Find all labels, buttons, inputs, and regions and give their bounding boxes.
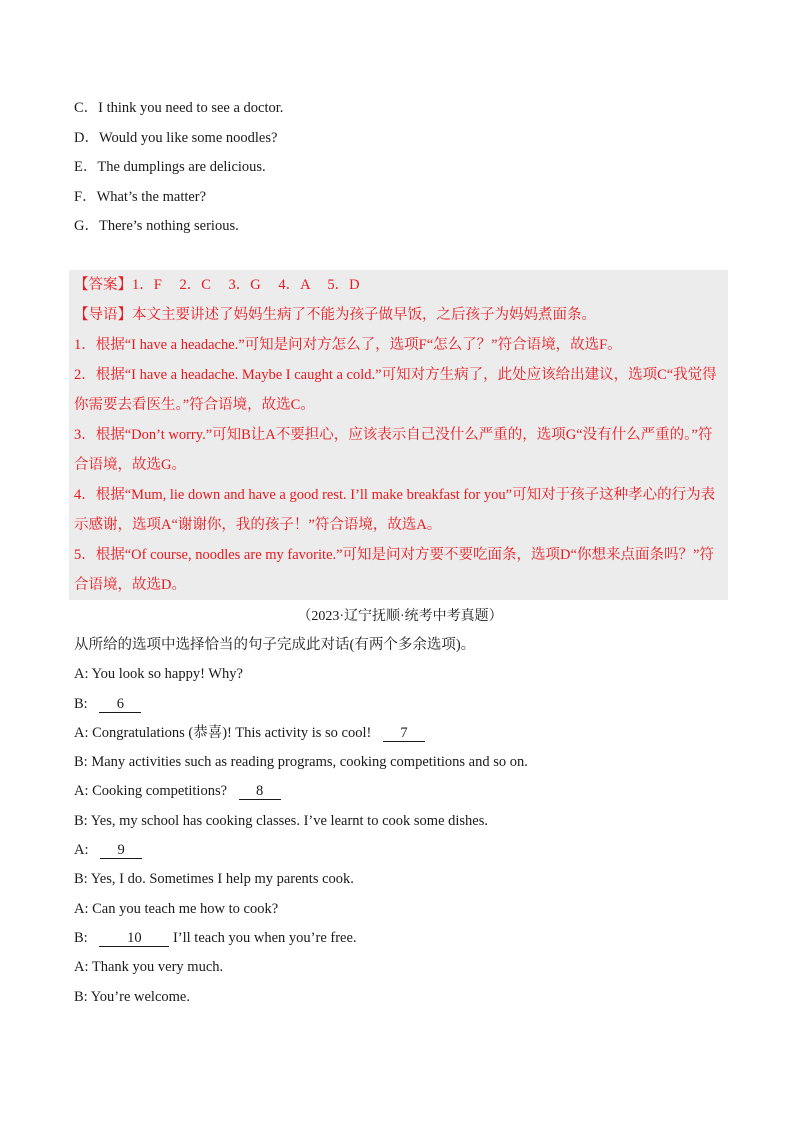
blank-8: 8 bbox=[239, 783, 281, 800]
question-source: （2023·辽宁抚顺·统考中考真题） bbox=[297, 609, 503, 624]
dialog-line-4: B: Many activities such as reading programs, cooking competitions and so on. bbox=[74, 754, 528, 771]
guide-text: 本文主要讲述了妈妈生病了不能为孩子做早饭，之后孩子为妈妈煮面条。 bbox=[132, 307, 596, 323]
dialog-line-8: B: Yes, I do. Sometimes I help my parents cook. bbox=[74, 871, 354, 888]
option-g: G．There’s nothing serious. bbox=[74, 218, 239, 234]
dialog-line-2: B: 6 bbox=[74, 692, 740, 721]
answer-item: 2．C bbox=[179, 277, 211, 293]
dialog-section bbox=[74, 633, 740, 1014]
blank-7: 7 bbox=[383, 725, 425, 742]
instruction: 从所给的选项中选择恰当的句子完成此对话(有两个多余选项)。 bbox=[74, 637, 476, 653]
guide-line bbox=[74, 300, 724, 330]
option-e: E．The dumplings are delicious. bbox=[74, 159, 266, 175]
option-c: C．I think you need to see a doctor. bbox=[74, 100, 284, 116]
blank-10: 10 bbox=[99, 930, 169, 947]
dialog-line-7: A: 9 bbox=[74, 838, 740, 867]
dialog-line-9: A: Can you teach me how to cook? bbox=[74, 900, 279, 917]
answer-line bbox=[74, 270, 724, 300]
answer-item: 4．A bbox=[278, 277, 310, 293]
explanation-5: 5．根据“Of course, noodles are my favorite.”可知是问对方要不要吃面条，选项D“你想来点面条吗？”符合语境，故选D。 bbox=[74, 547, 714, 593]
explanation-4: 4．根据“Mum, lie down and have a good rest. I’ll make breakfast for you”可知对于孩子这种孝心的行为表示感谢，选项A“谢谢你，我的孩子！”符合语境，故选A。 bbox=[74, 487, 716, 533]
blank-6: 6 bbox=[99, 696, 141, 713]
option-d: D．Would you like some noodles? bbox=[74, 129, 278, 146]
dialog-line-1: A: You look so happy! Why? bbox=[74, 666, 243, 683]
option-list bbox=[74, 96, 283, 244]
answer-explanation-box bbox=[69, 270, 728, 600]
dialog-line-10: B: 10 I’ll teach you when you’re free. bbox=[74, 929, 357, 946]
answer-item: 3．G bbox=[228, 277, 261, 293]
dialog-line-6: B: Yes, my school has cooking classes. I’ve learnt to cook some dishes. bbox=[74, 812, 489, 829]
option-f: F．What’s the matter? bbox=[74, 188, 207, 205]
guide-label: 【导语】 bbox=[74, 307, 132, 323]
answer-item: 1．F bbox=[132, 277, 162, 293]
blank-9: 9 bbox=[100, 842, 142, 859]
dialog-line-5: A: Cooking competitions? 8 bbox=[74, 779, 740, 808]
answer-label: 【答案】 bbox=[74, 277, 132, 293]
dialog-line-12: B: You’re welcome. bbox=[74, 988, 190, 1005]
answer-item: 5．D bbox=[327, 277, 360, 293]
dialog-line-11: A: Thank you very much. bbox=[74, 959, 224, 976]
dialog-line-3: A: Congratulations (恭喜)! This activity is so cool! 7 bbox=[74, 721, 740, 750]
explanation-2: 2．根据“I have a headache. Maybe I caught a cold.”可知对方生病了，此处应该给出建议，选项C“我觉得你需要去看医生。”符合语境，故选C。 bbox=[74, 367, 717, 413]
explanation-3: 3．根据“Don’t worry.”可知B让A不要担心，应该表示自己没什么严重的，选项G“没有什么严重的。”符合语境，故选G。 bbox=[74, 427, 713, 473]
explanation-1: 1．根据“I have a headache.”可知是问对方怎么了，选项F“怎么了？”符合语境，故选F。 bbox=[74, 337, 622, 353]
